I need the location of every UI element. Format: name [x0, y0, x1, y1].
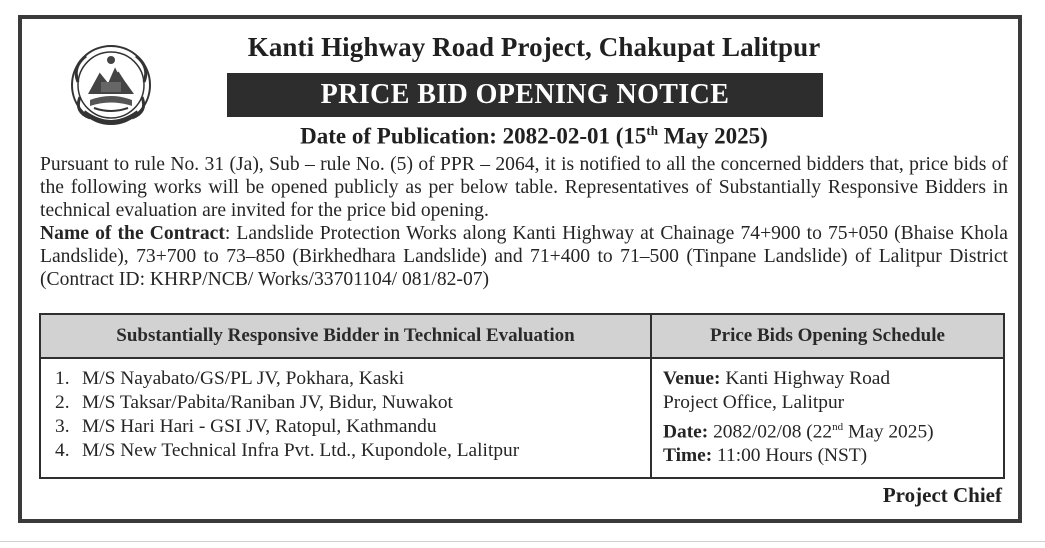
- notice-paragraph: Pursuant to rule No. 31 (Ja), Sub – rule No. (5) of PPR – 2064, it is notified to all the concerned bidders that, price bids of the following works will be opened publicly as per below table. Representatives of Substantially Responsive Bidders in technical evaluation are invited for the price bid opening.: [40, 154, 1008, 221]
- notice-box: [18, 15, 1022, 523]
- bidder-name: M/S Hari Hari - GSI JV, Ratopul, Kathmandu: [82, 416, 437, 437]
- table-header-schedule: Price Bids Opening Schedule: [710, 325, 945, 346]
- publication-date-sup: th: [646, 123, 658, 138]
- bidder-name: M/S Nayabato/GS/PL JV, Pokhara, Kaski: [82, 368, 405, 389]
- date-sup: nd: [832, 421, 844, 433]
- list-item: [55, 439, 645, 463]
- time-value: 11:00 Hours (NST): [712, 445, 868, 467]
- opening-schedule: [663, 367, 999, 468]
- notice-title: PRICE BID OPENING NOTICE: [227, 73, 823, 117]
- date-line: [663, 415, 999, 444]
- bidder-number: 3.: [55, 416, 70, 437]
- list-item: [55, 367, 645, 391]
- list-item: [55, 415, 645, 439]
- publication-date: [162, 123, 906, 150]
- venue-label: Venue:: [663, 368, 721, 389]
- bidder-list: [55, 367, 645, 463]
- time-label: Time:: [663, 445, 713, 467]
- bidder-name: M/S New Technical Infra Pvt. Ltd., Kupondole, Lalitpur: [82, 440, 520, 461]
- venue-line: [663, 367, 999, 391]
- notice-body: [40, 153, 1008, 291]
- contract-text: : Landslide Protection Works along Kanti Highway at Chainage 74+900 to 75+050 (Bhaise Khola Landslide), 73+700 to 73–850 (Birkhedhara Landslide) and 71+400 to 71–500 (Tinpane Landslide) of Lalitpur District (Contract ID: KHRP/NCB/ Works/33701104/ 081/82-07): [40, 223, 1008, 290]
- contract-label: Name of the Contract: [40, 223, 225, 244]
- bid-table: [39, 313, 1005, 479]
- table-header-row: [41, 315, 1003, 359]
- venue-line-2: Project Office, Lalitpur: [663, 392, 845, 413]
- bidder-number: 4.: [55, 440, 70, 461]
- venue-value: Kanti Highway Road: [720, 368, 891, 389]
- bidder-name: M/S Taksar/Pabita/Raniban JV, Bidur, Nuwakot: [82, 392, 453, 413]
- list-item: [55, 391, 645, 415]
- column-divider: [650, 315, 652, 477]
- publication-date-prefix: Date of Publication: 2082-02-01 (15: [300, 123, 647, 149]
- time-line: [663, 444, 999, 468]
- bidder-number: 1.: [55, 368, 70, 389]
- date-prefix: 2082/02/08 (22: [708, 421, 833, 443]
- table-header-bidders: Substantially Responsive Bidder in Technical Evaluation: [116, 325, 575, 346]
- contract-description: [40, 222, 1008, 291]
- bidder-number: 2.: [55, 392, 70, 413]
- signature: Project Chief: [882, 483, 1002, 507]
- organization-name: Kanti Highway Road Project, Chakupat Lalitpur: [247, 32, 821, 62]
- date-suffix: May 2025): [843, 421, 934, 443]
- date-label: Date:: [663, 421, 709, 443]
- page-bottom-divider: [0, 541, 1045, 542]
- publication-date-suffix: May 2025): [657, 123, 768, 149]
- government-emblem-icon: [68, 42, 154, 128]
